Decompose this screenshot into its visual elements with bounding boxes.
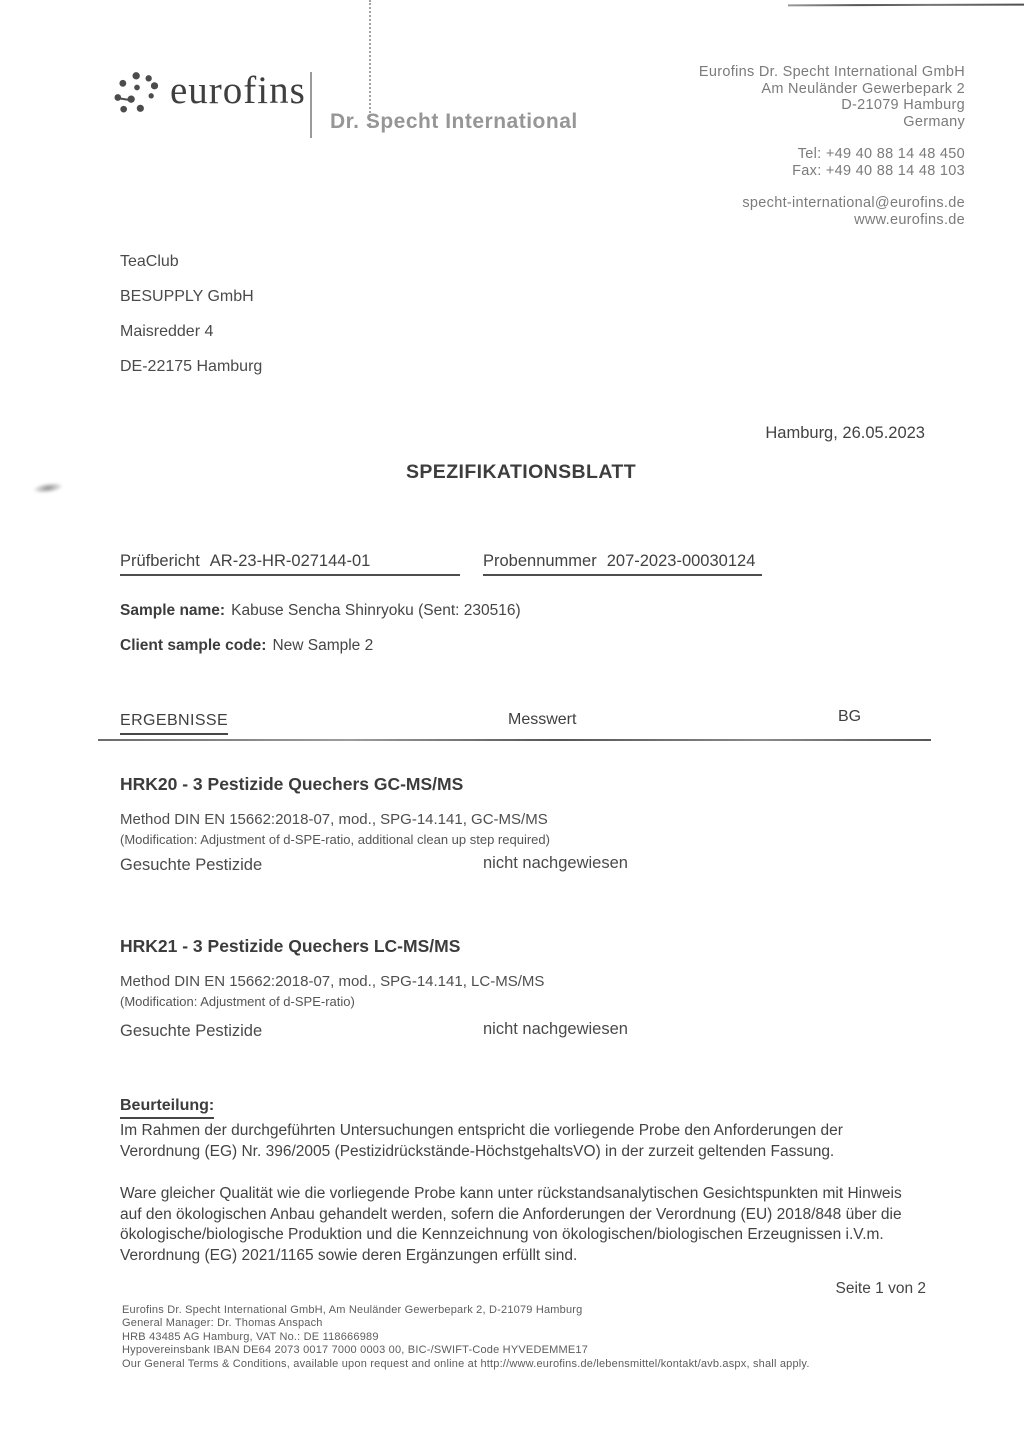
footer-line-registration: HRB 43485 AG Hamburg, VAT No.: DE 118666989 [122,1330,379,1343]
pruefbericht-label: Prüfbericht [120,552,200,570]
recipient-line: TeaClub [120,253,179,270]
eurofins-dots-icon [112,66,162,124]
result-value-hrk21: nicht nachgewiesen [483,1020,628,1038]
report-id-row [120,552,762,576]
client-sample-code-value: New Sample 2 [272,637,374,654]
recipient-line: DE-22175 Hamburg [120,358,263,375]
letterhead-email: specht-international@eurofins.de [742,195,965,211]
analyte-label-hrk20: Gesuchte Pestizide [120,856,263,874]
letterhead-street: Am Neuländer Gewerbepark 2 [761,80,965,97]
analyte-label-hrk21: Gesuchte Pestizide [120,1022,263,1040]
client-sample-code-label: Client sample code: [120,637,267,654]
sample-name-value: Kabuse Sencha Shinryoku (Sent: 230516) [231,602,521,619]
section-heading-hrk20: HRK20 - 3 Pestizide Quechers GC-MS/MS [120,774,464,794]
section-modification-hrk20: (Modification: Adjustment of d-SPE-ratio, additional clean up step required) [120,832,550,847]
probennummer-value: 207-2023-00030124 [606,552,756,570]
bg-column-header: BG [838,708,862,725]
scan-artifact-top-line [788,4,1024,7]
assessment-paragraph-2: Ware gleicher Qualität wie die vorliegende Probe kann unter rückstandsanalytischen Gesichtspunkten mit Hinweis auf den ökologischen Anbau gehandelt werden, sofern die Anforderungen der Verordnung (EU) 2018/848 über die ökologische/biologische Produktion und die Kennzeichnung von ökologischen/biologischen Erzeugnissen i.V.m. Verordnung (EG) 2021/1165 sowie deren Ergänzungen erfüllt sind. [120,1185,902,1264]
eurofins-wordmark: eurofins [170,69,306,112]
section-heading-hrk21: HRK21 - 3 Pestizide Quechers LC-MS/MS [120,936,461,956]
letterhead-fax: Fax: +49 40 88 14 48 103 [792,162,965,179]
probennummer-field [483,552,762,576]
pruefbericht-value: AR-23-HR-027144-01 [209,552,371,570]
letterhead-company: Eurofins Dr. Specht International GmbH [698,64,965,80]
footer-line-company: Eurofins Dr. Specht International GmbH, Am Neuländer Gewerbepark 2, D-21079 Hamburg [122,1304,583,1316]
letterhead-country: Germany [903,113,965,130]
logo-divider [310,72,312,138]
recipient-line: Maisredder 4 [120,323,214,340]
assessment-heading: Beurteilung: [120,1097,214,1119]
dateline: Hamburg, 26.05.2023 [765,424,925,442]
assessment-paragraph-1: Im Rahmen der durchgeführten Untersuchungen entspricht die vorliegende Probe den Anforderungen der Verordnung (EG) Nr. 396/2005 (Pestizidrückstände-HöchstgehaltsVO) in der zurzeit geltenden Fassung. [120,1122,843,1160]
sample-name-row [120,602,521,620]
table-header-rule [98,739,931,741]
pruefbericht-field [120,552,460,576]
page-number: Seite 1 von 2 [835,1280,926,1297]
sample-name-label: Sample name: [120,602,226,619]
results-column-header: ERGEBNISSE [120,712,228,735]
section-modification-hrk21: (Modification: Adjustment of d-SPE-ratio) [120,994,355,1009]
probennummer-label: Probennummer [483,552,597,570]
letterhead-tel: Tel: +49 40 88 14 48 450 [797,146,965,162]
footer-line-manager: General Manager: Dr. Thomas Anspach [122,1317,323,1330]
footer-line-bank: Hypovereinsbank IBAN DE64 2073 0017 7000 0003 00, BIC-/SWIFT-Code HYVEDEMME17 [122,1344,589,1357]
sub-brand-name: Dr. Specht International [330,110,578,133]
client-sample-code-row [120,637,373,655]
footer-block [122,1304,810,1371]
result-value-hrk20: nicht nachgewiesen [483,854,628,872]
recipient-line: BESUPPLY GmbH [120,288,254,305]
page-title: SPEZIFIKATIONSBLATT [405,461,637,483]
recipient-address-block [120,252,262,392]
scan-artifact-dotted-line [369,0,371,128]
letterhead-city: D-21079 Hamburg [841,97,965,113]
section-method-hrk21: Method DIN EN 15662:2018-07, mod., SPG-14.141, LC-MS/MS [120,973,545,990]
letterhead-website: www.eurofins.de [854,211,965,228]
messwert-column-header: Messwert [508,711,577,728]
letterhead-address-block [699,64,965,228]
footer-line-terms: Our General Terms & Conditions, available upon request and online at http://www.eurofins.de/lebensmittel/kontakt/avb.aspx, shall apply. [122,1357,810,1370]
section-method-hrk20: Method DIN EN 15662:2018-07, mod., SPG-14.141, GC-MS/MS [120,811,548,828]
